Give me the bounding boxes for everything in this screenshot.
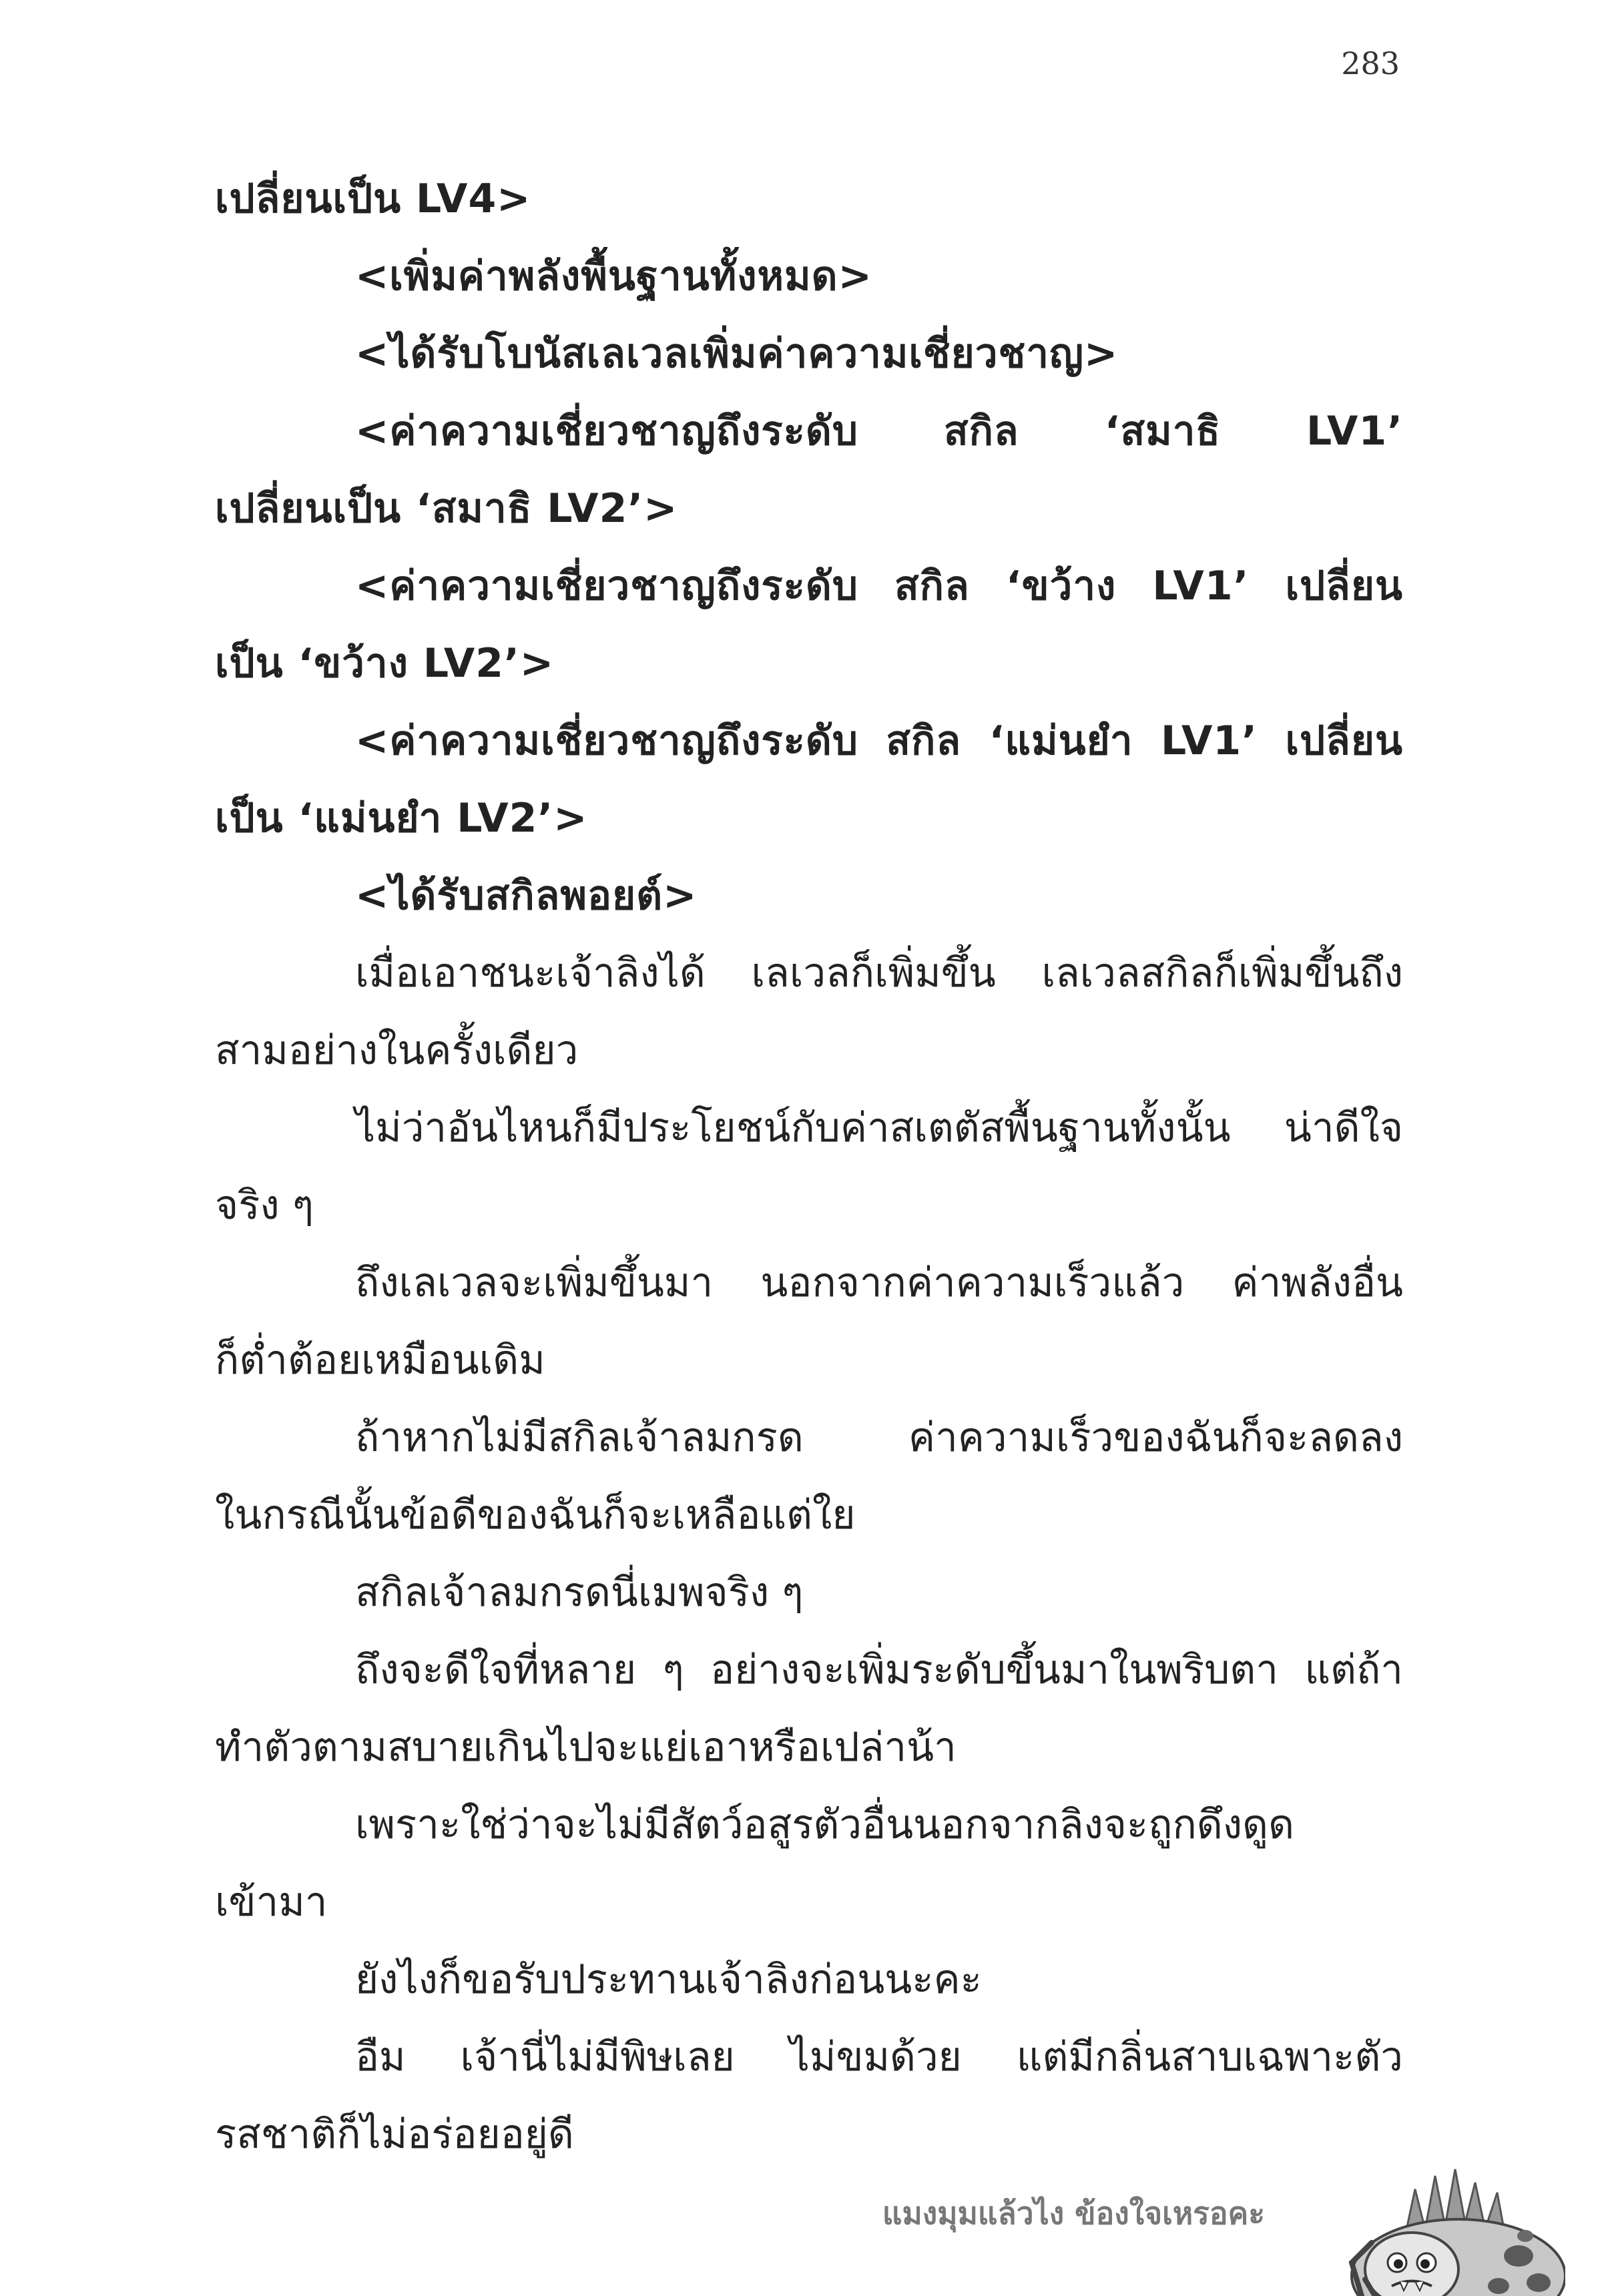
page-footer (0, 2163, 1612, 2296)
narrative-line: เมื่อเอาชนะเจ้าลิงได้ เลเวลก็เพิ่มขึ้น เลเวลสกิลก็เพิ่มขึ้นถึง (355, 950, 1403, 996)
narrative-line: ก็ต่ำต้อยเหมือนเดิม (215, 1337, 545, 1384)
narrative-line: ทำตัวตามสบายเกินไปจะแย่เอาหรือเปล่าน้า (215, 1724, 957, 1771)
narrative-line: อืม เจ้านี่ไม่มีพิษเลย ไม่ขมด้วย แต่มีกลิ่นสาบเฉพาะตัว (355, 2034, 1403, 2080)
narrative-line: จริง ๆ (215, 1182, 314, 1229)
narrative-line: สกิลเจ้าลมกรดนี่เมพจริง ๆ (355, 1569, 804, 1616)
narrative-line: ในกรณีนั้นข้อดีของฉันก็จะเหลือแต่ใย (215, 1492, 856, 1538)
narrative-line: ถึงจะดีใจที่หลาย ๆ อย่างจะเพิ่มระดับขึ้นมาในพริบตา แต่ถ้า (355, 1647, 1403, 1693)
narrative-line: สามอย่างในครั้งเดียว (215, 1027, 579, 1074)
narrative-line: รสชาติก็ไม่อร่อยอยู่ดี (215, 2111, 574, 2158)
system-message-line: <ได้รับสกิลพอยต์> (355, 872, 698, 919)
system-message-line: เปลี่ยนเป็น ‘สมาธิ LV2’> (215, 485, 678, 532)
book-title: แมงมุมแล้วไง ข้องใจเหรอคะ (882, 2195, 1265, 2231)
system-message-line: <ค่าความเชี่ยวชาญถึงระดับ สกิล ‘แม่นยำ LV1’ เปลี่ยน (355, 718, 1403, 764)
page-body-text (215, 160, 1403, 2173)
system-message-line: เปลี่ยนเป็น LV4> (215, 176, 531, 222)
spider-mascot-icon (1325, 2163, 1565, 2296)
narrative-line: ไม่ว่าอันไหนก็มีประโยชน์กับค่าสเตตัสพื้นฐานทั้งนั้น น่าดีใจ (355, 1105, 1403, 1151)
system-message-line: เป็น ‘ขว้าง LV2’> (215, 640, 555, 687)
narrative-line: ถึงเลเวลจะเพิ่มขึ้นมา นอกจากค่าความเร็วแล้ว ค่าพลังอื่น (355, 1259, 1403, 1306)
narrative-line: ยังไงก็ขอรับประทานเจ้าลิงก่อนนะคะ (355, 1956, 982, 2003)
narrative-line: เข้ามา (215, 1879, 328, 1926)
system-message-line: <เพิ่มค่าพลังพื้นฐานทั้งหมด> (355, 253, 872, 300)
system-message-line: <ค่าความเชี่ยวชาญถึงระดับ สกิล ‘ขว้าง LV1’ เปลี่ยน (355, 563, 1403, 609)
system-message-line: <ได้รับโบนัสเลเวลเพิ่มค่าความเชี่ยวชาญ> (355, 330, 1119, 377)
narrative-line: เพราะใช่ว่าจะไม่มีสัตว์อสูรตัวอื่นนอกจากลิงจะถูกดึงดูด (355, 1801, 1294, 1848)
page-number: 283 (1341, 45, 1400, 81)
system-message-line: เป็น ‘แม่นยำ LV2’> (215, 795, 588, 842)
narrative-line: ถ้าหากไม่มีสกิลเจ้าลมกรด ค่าความเร็วของฉันก็จะลดลง (355, 1414, 1403, 1461)
system-message-line: <ค่าความเชี่ยวชาญถึงระดับ สกิล ‘สมาธิ LV1’ (355, 408, 1403, 455)
